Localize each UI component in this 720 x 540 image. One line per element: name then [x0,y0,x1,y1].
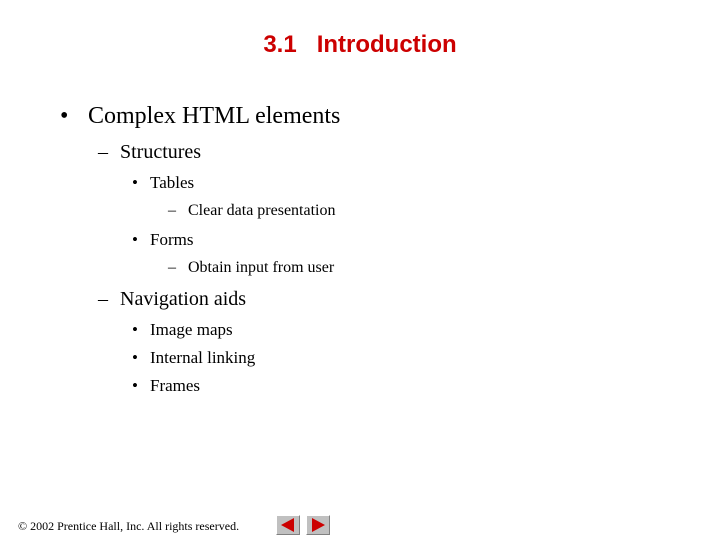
bullet-frames [132,376,200,396]
bullet-text: Frames [150,376,201,395]
bullet-text: Internal linking [150,348,256,367]
bullet-text: Obtain input from user [188,259,335,276]
bullet-text: Structures [120,141,202,163]
triangle-right-icon [307,516,329,534]
bullet-complex-html-elements [60,103,340,130]
bullet-marker: – [98,141,108,163]
bullet-marker: • [132,348,138,367]
bullet-image-maps [132,320,233,340]
next-slide-button[interactable] [306,515,330,535]
bullet-structures [98,141,201,164]
bullet-marker: – [98,288,108,310]
bullet-navigation-aids [98,288,246,311]
bullet-clear-data-presentation [168,202,336,220]
bullet-marker: – [168,202,176,219]
triangle-left-icon [277,516,299,534]
bullet-text: Forms [150,230,194,249]
bullet-internal-linking [132,348,255,368]
bullet-marker: • [132,230,138,249]
bullet-text: Image maps [150,320,233,339]
bullet-tables [132,173,194,193]
bullet-text: Navigation aids [120,288,247,310]
bullet-text: Tables [150,173,195,192]
bullet-marker: • [132,173,138,192]
copyright-footer: © 2002 Prentice Hall, Inc. All rights reserved. [18,519,240,533]
bullet-marker: • [132,376,138,395]
previous-slide-button[interactable] [276,515,300,535]
bullet-marker: • [132,320,138,339]
bullet-forms [132,230,193,250]
bullet-text: Clear data presentation [188,202,336,219]
slide-title: 3.1 Introduction [263,31,457,58]
bullet-obtain-input-from-user [168,259,334,277]
bullet-text: Complex HTML elements [88,103,341,129]
bullet-marker: • [60,103,69,129]
bullet-marker: – [168,259,176,276]
